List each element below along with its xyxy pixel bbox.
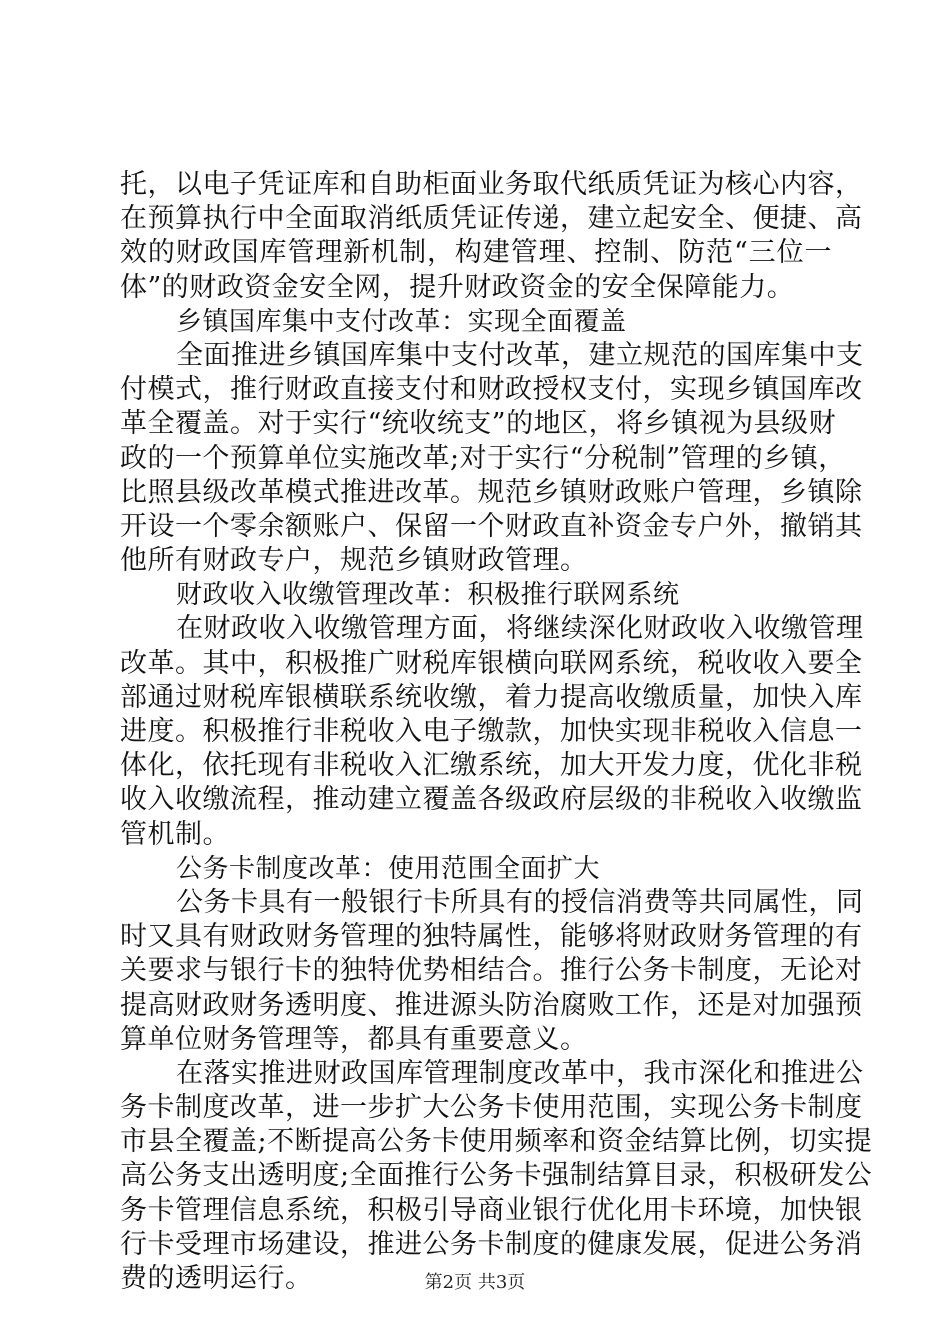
- paragraph-line: 部通过财税库银横联系统收缴，着力提高收缴质量，加快入库: [120, 681, 863, 713]
- section-heading-official-card: 公务卡制度改革：使用范围全面扩大: [176, 853, 601, 884]
- paragraph-line: 在落实推进财政国库管理制度改革中，我市深化和推进公: [176, 1057, 864, 1089]
- paragraph-line: 体化，依托现有非税收入汇缴系统，加大开发力度，优化非税: [120, 750, 863, 782]
- paragraph-line: 比照县级改革模式推进改革。规范乡镇财政账户管理，乡镇除: [120, 476, 863, 508]
- paragraph-line: 高公务支出透明度;全面推行公务卡强制结算目录，积极研发公: [120, 1160, 873, 1192]
- paragraph-line: 体”的财政资金安全网，提升财政资金的安全保障能力。: [120, 271, 795, 303]
- paragraph-line: 费的透明运行。: [120, 1263, 313, 1294]
- paragraph-line: 关要求与银行卡的独特优势相结合。推行公务卡制度，无论对: [120, 955, 863, 987]
- paragraph-line: 进度。积极推行非税收入电子缴款，加快实现非税收入信息一: [120, 716, 863, 747]
- paragraph-line: 在财政收入收缴管理方面，将继续深化财政收入收缴管理: [176, 613, 864, 645]
- paragraph-line: 市县全覆盖;不断提高公务卡使用频率和资金结算比例，切实提: [120, 1126, 873, 1158]
- paragraph-line: 开设一个零余额账户、保留一个财政直补资金专户外，撤销其: [120, 510, 863, 542]
- paragraph-line: 管机制。: [120, 818, 230, 850]
- section-heading-township-treasury: 乡镇国库集中支付改革：实现全面覆盖: [176, 306, 627, 337]
- paragraph-line: 政的一个预算单位实施改革;对于实行“分税制”管理的乡镇，: [120, 442, 846, 474]
- paragraph-line: 在预算执行中全面取消纸质凭证传递，建立起安全、便捷、高: [120, 203, 863, 235]
- paragraph-line: 效的财政国库管理新机制，构建管理、控制、防范“三位一: [120, 237, 832, 269]
- paragraph-line: 务卡制度改革，进一步扩大公务卡使用范围，实现公务卡制度: [120, 1092, 863, 1124]
- paragraph-line: 革全覆盖。对于实行“统收统支”的地区，将乡镇视为县级财: [120, 408, 837, 440]
- paragraph-line: 提高财政财务透明度、推进源头防治腐败工作，还是对加强预: [120, 989, 863, 1021]
- paragraph-line: 务卡管理信息系统，积极引导商业银行优化用卡环境，加快银: [120, 1194, 863, 1226]
- paragraph-line: 算单位财务管理等，都具有重要意义。: [120, 1023, 588, 1055]
- paragraph-line: 付模式，推行财政直接支付和财政授权支付，实现乡镇国库改: [120, 374, 863, 406]
- paragraph-line: 时又具有财政财务管理的独特属性，能够将财政财务管理的有: [120, 921, 863, 953]
- paragraph-line: 公务卡具有一般银行卡所具有的授信消费等共同属性，同: [176, 886, 864, 918]
- paragraph-line: 全面推进乡镇国库集中支付改革，建立规范的国库集中支: [176, 339, 864, 371]
- paragraph-line: 托，以电子凭证库和自助柜面业务取代纸质凭证为核心内容，: [120, 169, 863, 200]
- page-number-footer: 第2页 共3页: [424, 1272, 526, 1293]
- document-body: [120, 168, 873, 1296]
- paragraph-line: 行卡受理市场建设，推进公务卡制度的健康发展，促进公务消: [120, 1228, 863, 1260]
- section-heading-revenue-collection: 财政收入收缴管理改革：积极推行联网系统: [176, 580, 680, 611]
- paragraph-line: 改革。其中，积极推广财税库银横向联网系统，税收收入要全: [120, 647, 863, 679]
- paragraph-line: 收入收缴流程，推动建立覆盖各级政府层级的非税收入收缴监: [120, 784, 863, 816]
- paragraph-line: 他所有财政专户，规范乡镇财政管理。: [120, 545, 588, 577]
